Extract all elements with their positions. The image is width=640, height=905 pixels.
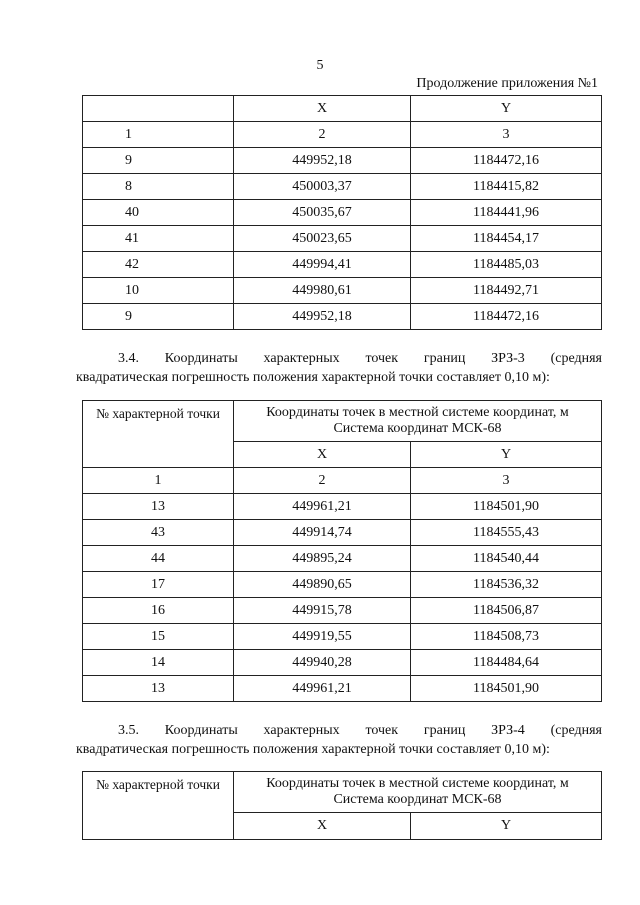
y-header: Y	[411, 96, 602, 122]
x-coordinate-cell: 449994,41	[234, 252, 411, 278]
x-coordinate-cell: 450003,37	[234, 174, 411, 200]
table-row	[83, 494, 602, 520]
section-word: границ	[423, 351, 466, 366]
coordinate-header-line-1: Координаты точек в местной системе координат, м	[266, 405, 569, 420]
x-coordinate-cell: 450023,65	[234, 226, 411, 252]
section-word: (средняя	[550, 351, 602, 366]
x-coordinate-cell: 450035,67	[234, 200, 411, 226]
section-3-5-text	[76, 721, 602, 759]
section-word: точек	[365, 723, 399, 738]
x-coordinate-cell: 449980,61	[234, 278, 411, 304]
x-coordinate-cell: 449940,28	[234, 650, 411, 676]
x-header: X	[234, 442, 411, 468]
x-header: X	[234, 813, 411, 840]
point-number-cell: 9	[83, 304, 234, 330]
x-header: X	[234, 96, 411, 122]
coordinates-table-zrz-4	[82, 771, 602, 840]
column-number-3: 3	[411, 122, 602, 148]
point-number-header: № характерной точки	[83, 401, 234, 468]
point-number-cell: 13	[83, 494, 234, 520]
coordinates-table-zrz-3	[82, 400, 602, 702]
y-coordinate-cell: 1184492,71	[411, 278, 602, 304]
y-coordinate-cell: 1184472,16	[411, 148, 602, 174]
table-row	[83, 226, 602, 252]
y-coordinate-cell: 1184485,03	[411, 252, 602, 278]
table-row	[83, 572, 602, 598]
table-row	[83, 174, 602, 200]
section-word: Координаты	[164, 723, 238, 738]
point-number-cell: 8	[83, 174, 234, 200]
x-coordinate-cell: 449914,74	[234, 520, 411, 546]
section-3-4-text	[76, 349, 602, 387]
table-header-row	[83, 96, 602, 122]
x-coordinate-cell: 449961,21	[234, 494, 411, 520]
y-coordinate-cell: 1184441,96	[411, 200, 602, 226]
table-row	[83, 200, 602, 226]
table-row	[83, 624, 602, 650]
y-coordinate-cell: 1184540,44	[411, 546, 602, 572]
point-number-cell: 17	[83, 572, 234, 598]
column-numbering-row	[83, 468, 602, 494]
section-word: 3.5.	[118, 723, 139, 738]
coordinate-header-line-2: Система координат МСК-68	[333, 792, 502, 807]
section-3-5-line-2: квадратическая погрешность положения характерной точки составляет 0,10 м):	[76, 742, 550, 757]
y-coordinate-cell: 1184506,87	[411, 598, 602, 624]
y-coordinate-cell: 1184536,32	[411, 572, 602, 598]
y-coordinate-cell: 1184472,16	[411, 304, 602, 330]
point-number-cell: 9	[83, 148, 234, 174]
section-word: точек	[365, 351, 399, 366]
x-coordinate-cell: 449961,21	[234, 676, 411, 702]
y-coordinate-cell: 1184555,43	[411, 520, 602, 546]
section-3-5-line-1	[76, 721, 602, 740]
point-number-cell: 42	[83, 252, 234, 278]
section-word: границ	[423, 723, 466, 738]
coordinate-header-line-2: Система координат МСК-68	[333, 421, 502, 436]
point-number-cell: 16	[83, 598, 234, 624]
point-number-cell: 15	[83, 624, 234, 650]
section-word: ЗРЗ-3	[491, 351, 525, 366]
point-number-cell: 44	[83, 546, 234, 572]
coordinate-header-line-1: Координаты точек в местной системе координат, м	[266, 776, 569, 791]
point-number-cell: 14	[83, 650, 234, 676]
point-number-cell: 43	[83, 520, 234, 546]
y-coordinate-cell: 1184484,64	[411, 650, 602, 676]
point-number-cell: 41	[83, 226, 234, 252]
page-number: 5	[316, 58, 324, 73]
continuation-label: Продолжение приложения №1	[416, 76, 598, 91]
section-word: (средняя	[550, 723, 602, 738]
y-header: Y	[411, 442, 602, 468]
y-coordinate-cell: 1184501,90	[411, 676, 602, 702]
column-number-2: 2	[234, 122, 411, 148]
point-number-cell: 13	[83, 676, 234, 702]
table-row	[83, 520, 602, 546]
column-number-3: 3	[411, 468, 602, 494]
section-word: ЗРЗ-4	[491, 723, 525, 738]
table-row	[83, 278, 602, 304]
section-word: характерных	[263, 351, 340, 366]
section-word: характерных	[263, 723, 340, 738]
y-coordinate-cell: 1184508,73	[411, 624, 602, 650]
table-row	[83, 252, 602, 278]
y-header: Y	[411, 813, 602, 840]
coordinate-system-header	[234, 401, 602, 442]
coordinates-table-1	[82, 95, 602, 330]
column-number-1: 1	[83, 468, 234, 494]
table-row	[83, 598, 602, 624]
x-coordinate-cell: 449952,18	[234, 304, 411, 330]
x-coordinate-cell: 449915,78	[234, 598, 411, 624]
table-row	[83, 546, 602, 572]
column-number-2: 2	[234, 468, 411, 494]
point-header-empty	[83, 96, 234, 122]
y-coordinate-cell: 1184454,17	[411, 226, 602, 252]
section-word: Координаты	[164, 351, 238, 366]
y-coordinate-cell: 1184501,90	[411, 494, 602, 520]
table-row	[83, 676, 602, 702]
section-3-4-line-2: квадратическая погрешность положения характерной точки составляет 0,10 м):	[76, 370, 550, 385]
section-word: 3.4.	[118, 351, 139, 366]
point-number-cell: 10	[83, 278, 234, 304]
point-number-header: № характерной точки	[83, 772, 234, 840]
coordinate-system-header	[234, 772, 602, 813]
y-coordinate-cell: 1184415,82	[411, 174, 602, 200]
point-number-cell: 40	[83, 200, 234, 226]
column-number-1: 1	[83, 122, 234, 148]
x-coordinate-cell: 449919,55	[234, 624, 411, 650]
x-coordinate-cell: 449895,24	[234, 546, 411, 572]
table-row	[83, 148, 602, 174]
table-row	[83, 304, 602, 330]
table-row	[83, 650, 602, 676]
x-coordinate-cell: 449890,65	[234, 572, 411, 598]
column-numbering-row	[83, 122, 602, 148]
x-coordinate-cell: 449952,18	[234, 148, 411, 174]
section-3-4-line-1	[76, 349, 602, 368]
